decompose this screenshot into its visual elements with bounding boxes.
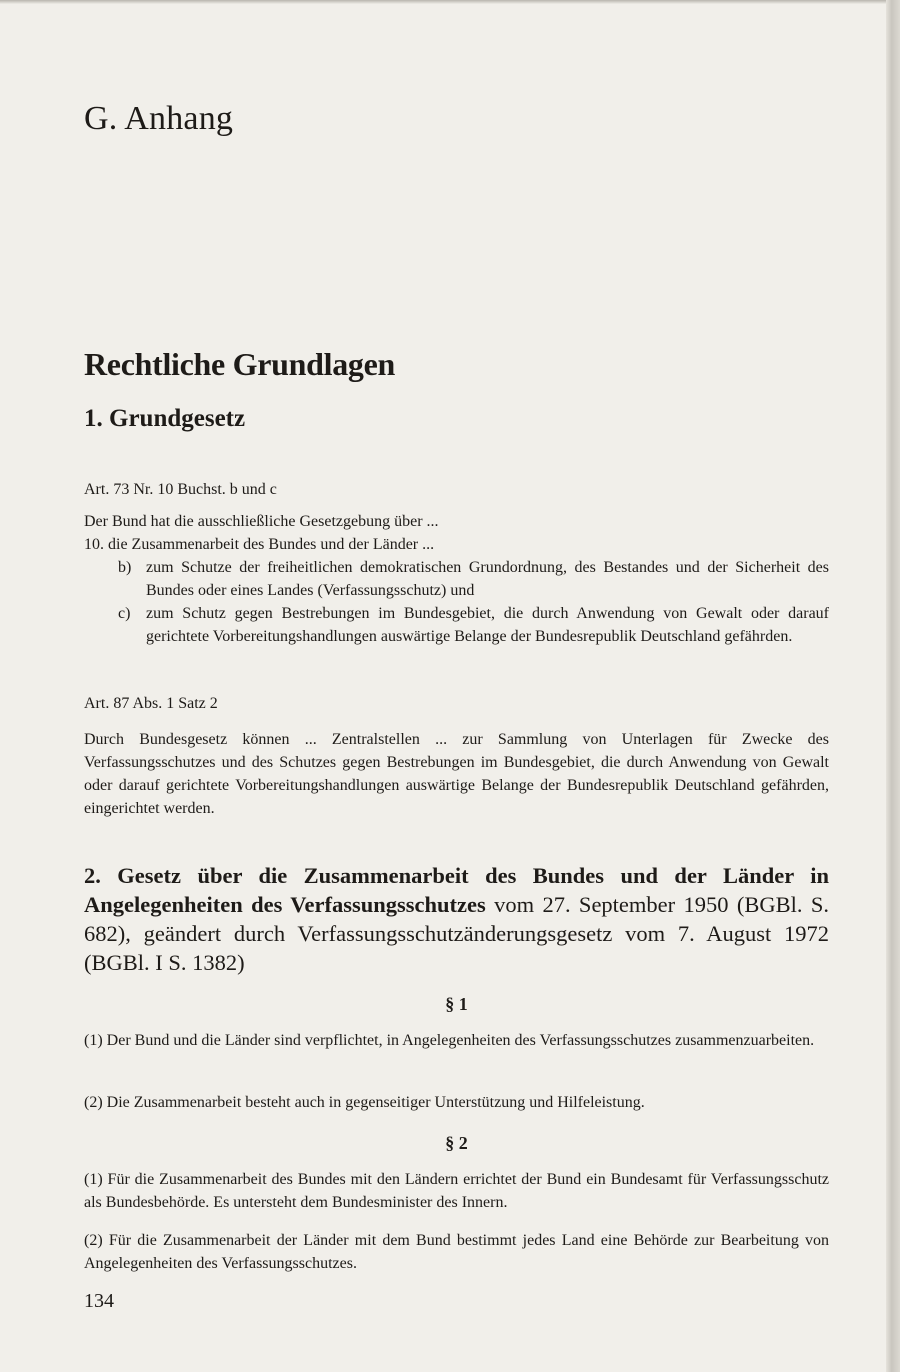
item-b-text: zum Schutze der freiheitlichen demokratischen Grundordnung, des Bestandes und der Sicherheit des Bundes oder eines Landes (Verfassungsschutz) und — [146, 559, 829, 599]
item-b-marker: b) — [118, 559, 132, 576]
section-title: Rechtliche Grundlagen — [84, 346, 396, 382]
page-top-edge — [0, 0, 886, 4]
section-1-paragraph-2: (2) Die Zusammenarbeit besteht auch in gegenseitiger Unterstützung und Hilfeleistung. — [84, 1094, 645, 1111]
page-right-edge — [886, 0, 900, 1372]
page-number: 134 — [84, 1290, 114, 1312]
section-2-paragraph-2: (2) Für die Zusammenarbeit der Länder mit dem Bund bestimmt jedes Land eine Behörde zur Bearbeitung von Angelegenheiten des Verfassungsschutzes. — [84, 1232, 829, 1272]
article-73-text — [84, 510, 829, 648]
law-heading — [84, 861, 829, 977]
law-heading-title: 2. Gesetz über die Zusammenarbeit des Bundes und der Länder in Angelegenheiten des Verfassungsschutzes — [84, 863, 829, 917]
item-c-marker: c) — [118, 605, 131, 622]
article-87-text: Durch Bundesgesetz können ... Zentralstellen ... zur Sammlung von Unterlagen für Zwecke des Verfassungsschutzes und des Schutzes gegen Bestrebungen im Bundesgebiet, die durch Anwendung von Gewalt oder darauf gerichtete Vorbereitungshandlungen auswärtige Belange der Bundesrepublik Deutschland gefährden, eingerichtet werden. — [84, 731, 829, 817]
article-73-reference: Art. 73 Nr. 10 Buchst. b und c — [84, 481, 277, 498]
article-73-intro: Der Bund hat die ausschließliche Gesetzgebung über ... — [84, 513, 439, 530]
section-2-paragraph-1: (1) Für die Zusammenarbeit des Bundes mit den Ländern errichtet der Bund ein Bundesamt für Verfassungsschutz als Bundesbehörde. Es untersteht dem Bundesminister des Innern. — [84, 1171, 829, 1211]
section-1-sign: § 1 — [445, 994, 468, 1014]
article-87-reference: Art. 87 Abs. 1 Satz 2 — [84, 695, 218, 712]
article-73-item-c — [118, 602, 829, 648]
law-heading-details: vom 27. September 1950 (BGBl. S. 682), geändert durch Verfassungsschutzänderungsgesetz vom 7. August 1972 (BGBl. I S. 1382) — [84, 892, 829, 975]
item-c-text: zum Schutz gegen Bestrebungen im Bundesgebiet, die durch Anwendung von Gewalt oder darauf gerichtete Vorbereitungshandlungen auswärtige Belange der Bundesrepublik Deutschland gefährden. — [146, 605, 829, 645]
article-73-item-b — [118, 556, 829, 602]
appendix-title: G. Anhang — [84, 100, 234, 137]
section-2-sign: § 2 — [445, 1133, 468, 1153]
subsection-title: 1. Grundgesetz — [84, 405, 246, 432]
section-1-paragraph-1: (1) Der Bund und die Länder sind verpflichtet, in Angelegenheiten des Verfassungsschutzes zusammenzuarbeiten. — [84, 1032, 815, 1049]
article-73-item-10: 10. die Zusammenarbeit des Bundes und der Länder ... — [84, 536, 435, 553]
